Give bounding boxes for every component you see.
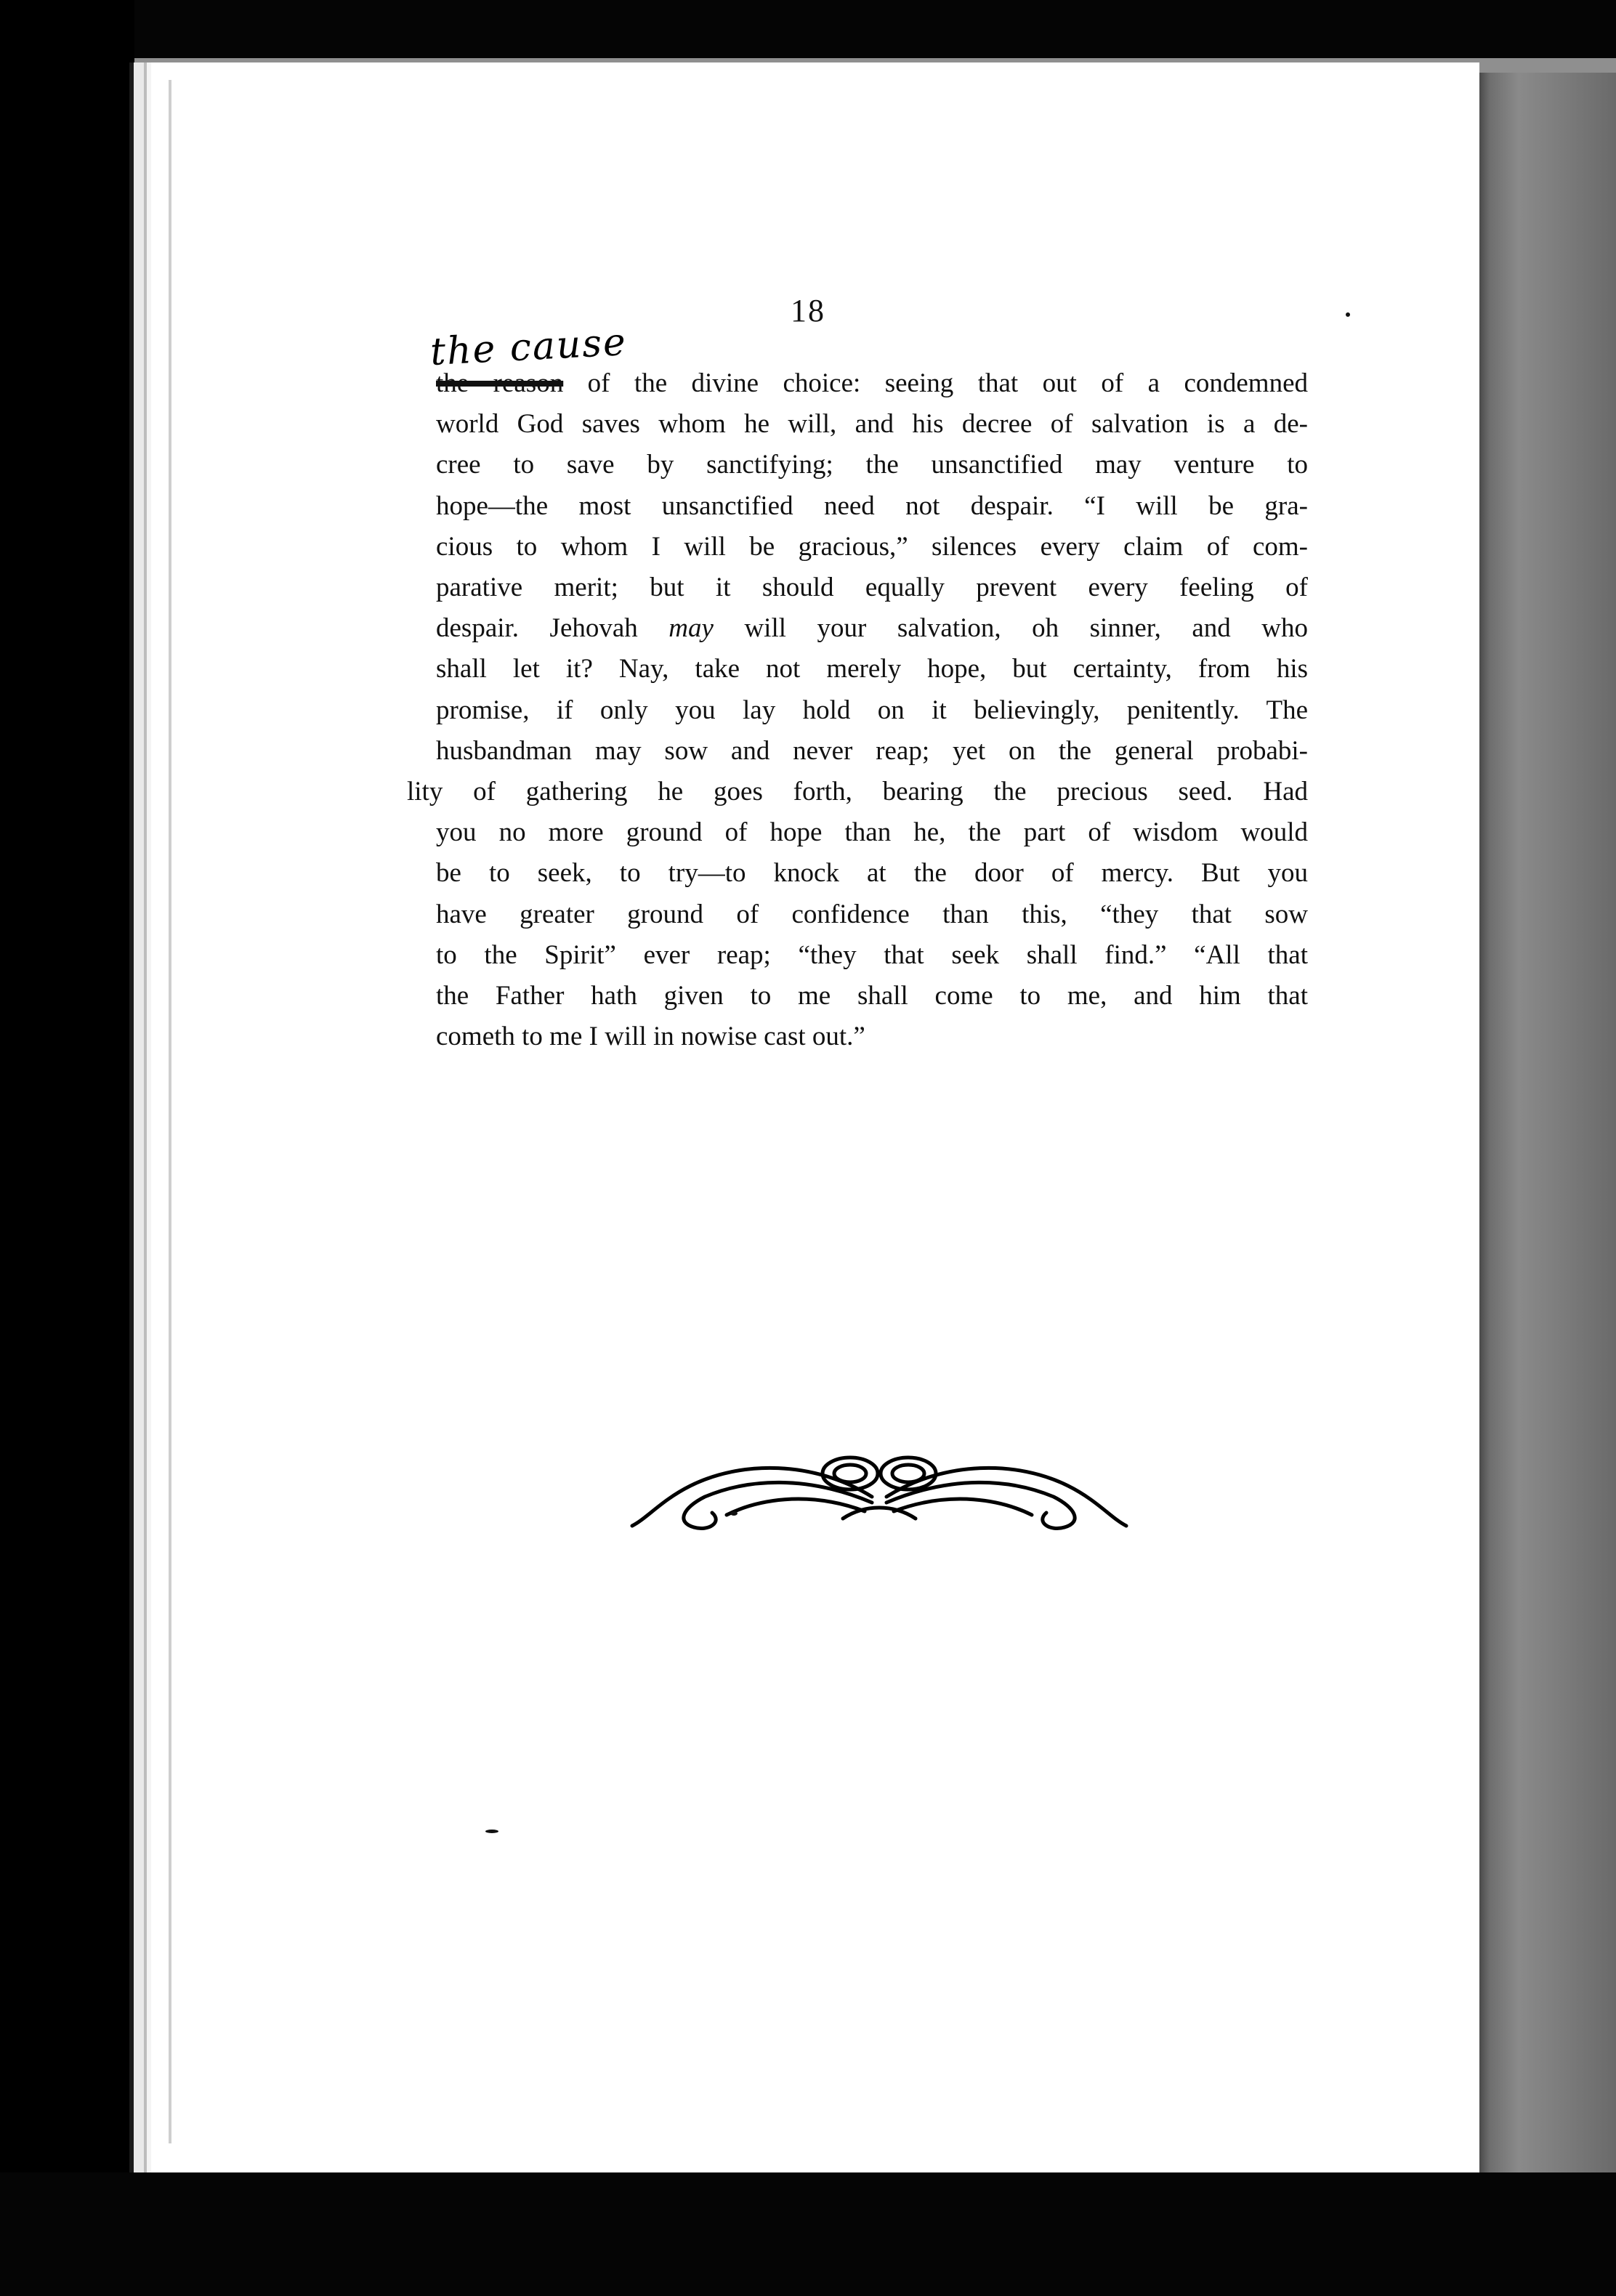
text-line: husbandman may sow and never reap; yet on the general probabi- xyxy=(436,735,1308,766)
flourish-ornament-icon xyxy=(625,1446,1134,1548)
text-line: cious to whom I will be gracious,” silences every claim of com- xyxy=(436,531,1308,562)
text-line: shall let it? Nay, take not merely hope, but certainty, from his xyxy=(436,654,1308,684)
text-line: the reason of the divine choice: seeing that out of a condemned xyxy=(436,368,1308,398)
scan-left-frame xyxy=(0,0,134,2296)
struck-word: the reason xyxy=(436,368,564,398)
text-line: cree to save by sanctifying; the unsanctified may venture to xyxy=(436,450,1308,480)
scan-top-frame xyxy=(0,0,1616,58)
handwritten-correction: the cause xyxy=(429,320,629,375)
text-line: world God saves whom he will, and his decree of salvation is a de- xyxy=(436,409,1308,440)
text-line: lity of gathering he goes forth, bearing the precious seed. Had xyxy=(407,777,1308,807)
text-line: you no more ground of hope than he, the part of wisdom would xyxy=(436,817,1308,848)
body-text xyxy=(407,363,1308,1057)
text-line: the Father hath given to me shall come to me, and him that xyxy=(436,981,1308,1011)
text-line: to the Spirit” ever reap; “they that seek shall find.” “All that xyxy=(436,939,1308,970)
page-number: 18 xyxy=(791,293,825,328)
ink-speck xyxy=(730,1511,738,1516)
emphasis: may xyxy=(668,613,714,644)
text-line: despair. Jehovah may will your salvation, oh sinner, and who xyxy=(436,613,1308,644)
facing-page-edge xyxy=(1475,73,1616,2172)
text-line: parative merit; but it should equally prevent every feeling of xyxy=(436,573,1308,603)
text-line: hope—the most unsanctified need not despair. “I will be gra- xyxy=(436,490,1308,521)
ink-speck xyxy=(1346,312,1350,317)
text-line: cometh to me I will in nowise cast out.” xyxy=(436,1022,865,1052)
scan-bottom-frame xyxy=(0,2172,1616,2296)
page-gutter-line xyxy=(169,80,171,2143)
ink-speck xyxy=(485,1830,498,1833)
text-line: be to seek, to try—to knock at the door of mercy. But you xyxy=(436,858,1308,889)
text-line: promise, if only you lay hold on it believingly, penitently. The xyxy=(436,695,1308,725)
text-line: have greater ground of confidence than this, “they that sow xyxy=(436,899,1308,929)
